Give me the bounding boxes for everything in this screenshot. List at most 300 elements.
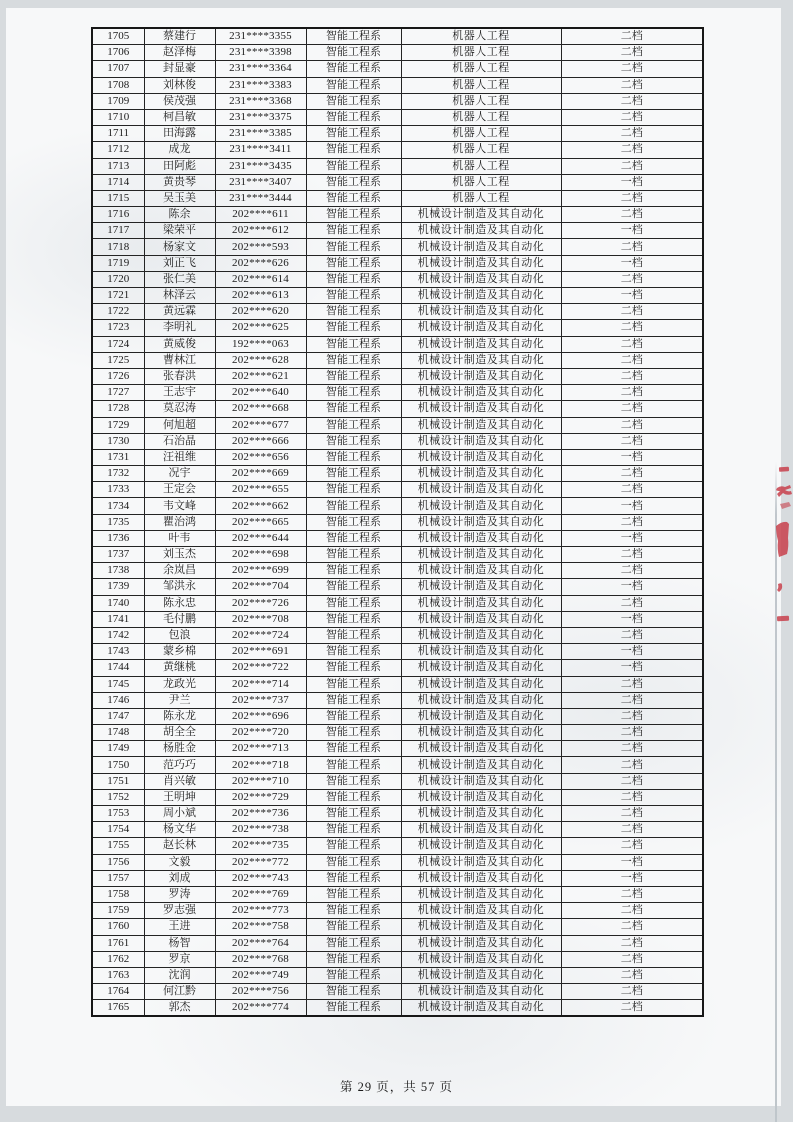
cell-department: 智能工程系	[306, 223, 401, 239]
cell-grade: 一档	[561, 854, 703, 870]
cell-grade: 一档	[561, 498, 703, 514]
cell-student-id: 202****612	[215, 223, 306, 239]
cell-name: 石治晶	[144, 433, 215, 449]
cell-student-id: 202****774	[215, 1000, 306, 1017]
cell-name: 汪祖维	[144, 449, 215, 465]
cell-student-id: 202****669	[215, 466, 306, 482]
table-row	[92, 708, 703, 724]
cell-department: 智能工程系	[306, 692, 401, 708]
cell-index: 1743	[92, 644, 144, 660]
page-number-footer: 第 29 页，共 57 页	[339, 1080, 453, 1094]
cell-student-id: 231****3407	[215, 174, 306, 190]
table-row	[92, 401, 703, 417]
cell-grade: 二档	[561, 903, 703, 919]
cell-index: 1728	[92, 401, 144, 417]
cell-grade: 二档	[561, 466, 703, 482]
cell-index: 1711	[92, 126, 144, 142]
cell-index: 1705	[92, 28, 144, 45]
cell-name: 张春洪	[144, 368, 215, 384]
cell-major: 机械设计制造及其自动化	[401, 385, 561, 401]
cell-student-id: 231****3435	[215, 158, 306, 174]
cell-grade: 一档	[561, 530, 703, 546]
cell-grade: 二档	[561, 336, 703, 352]
cell-major: 机械设计制造及其自动化	[401, 288, 561, 304]
table-row	[92, 466, 703, 482]
cell-student-id: 202****736	[215, 806, 306, 822]
cell-major: 机械设计制造及其自动化	[401, 757, 561, 773]
cell-index: 1763	[92, 967, 144, 983]
cell-department: 智能工程系	[306, 660, 401, 676]
table-row	[92, 498, 703, 514]
cell-index: 1708	[92, 77, 144, 93]
cell-index: 1751	[92, 773, 144, 789]
grade-table-body	[92, 28, 703, 1016]
cell-grade: 二档	[561, 595, 703, 611]
table-row	[92, 676, 703, 692]
cell-grade: 一档	[561, 255, 703, 271]
cell-index: 1754	[92, 822, 144, 838]
cell-grade: 二档	[561, 725, 703, 741]
cell-index: 1730	[92, 433, 144, 449]
table-row	[92, 336, 703, 352]
cell-department: 智能工程系	[306, 288, 401, 304]
cell-department: 智能工程系	[306, 1000, 401, 1017]
cell-student-id: 231****3364	[215, 61, 306, 77]
cell-student-id: 202****737	[215, 692, 306, 708]
cell-name: 柯昌敏	[144, 109, 215, 125]
cell-student-id: 202****756	[215, 984, 306, 1000]
cell-index: 1715	[92, 190, 144, 206]
cell-index: 1718	[92, 239, 144, 255]
cell-major: 机器人工程	[401, 28, 561, 45]
cell-department: 智能工程系	[306, 935, 401, 951]
cell-student-id: 231****3368	[215, 93, 306, 109]
cell-student-id: 202****720	[215, 725, 306, 741]
cell-grade: 二档	[561, 109, 703, 125]
table-row	[92, 563, 703, 579]
table-row	[92, 449, 703, 465]
cell-major: 机械设计制造及其自动化	[401, 838, 561, 854]
cell-student-id: 202****724	[215, 627, 306, 643]
cell-index: 1709	[92, 93, 144, 109]
cell-major: 机械设计制造及其自动化	[401, 627, 561, 643]
cell-student-id: 202****769	[215, 886, 306, 902]
cell-department: 智能工程系	[306, 773, 401, 789]
cell-grade: 二档	[561, 385, 703, 401]
cell-major: 机械设计制造及其自动化	[401, 417, 561, 433]
cell-index: 1753	[92, 806, 144, 822]
cell-grade: 一档	[561, 288, 703, 304]
cell-major: 机械设计制造及其自动化	[401, 951, 561, 967]
cell-name: 黄继桃	[144, 660, 215, 676]
cell-department: 智能工程系	[306, 336, 401, 352]
cell-grade: 二档	[561, 28, 703, 45]
cell-grade: 二档	[561, 563, 703, 579]
cell-name: 罗京	[144, 951, 215, 967]
table-row	[92, 109, 703, 125]
cell-index: 1740	[92, 595, 144, 611]
cell-major: 机械设计制造及其自动化	[401, 919, 561, 935]
cell-grade: 二档	[561, 514, 703, 530]
cell-grade: 二档	[561, 158, 703, 174]
cell-department: 智能工程系	[306, 854, 401, 870]
cell-index: 1741	[92, 611, 144, 627]
table-row	[92, 822, 703, 838]
cell-grade: 二档	[561, 708, 703, 724]
cell-index: 1761	[92, 935, 144, 951]
grade-table	[91, 27, 704, 1017]
cell-grade: 二档	[561, 368, 703, 384]
cell-name: 吴玉美	[144, 190, 215, 206]
cell-grade: 二档	[561, 304, 703, 320]
cell-grade: 二档	[561, 433, 703, 449]
table-row	[92, 417, 703, 433]
cell-department: 智能工程系	[306, 919, 401, 935]
table-row	[92, 838, 703, 854]
cell-major: 机械设计制造及其自动化	[401, 692, 561, 708]
cell-major: 机械设计制造及其自动化	[401, 903, 561, 919]
table-row	[92, 368, 703, 384]
cell-name: 陈永忠	[144, 595, 215, 611]
table-row	[92, 789, 703, 805]
table-row	[92, 660, 703, 676]
cell-name: 尹兰	[144, 692, 215, 708]
cell-grade: 二档	[561, 789, 703, 805]
cell-index: 1721	[92, 288, 144, 304]
cell-major: 机械设计制造及其自动化	[401, 773, 561, 789]
cell-major: 机械设计制造及其自动化	[401, 563, 561, 579]
cell-student-id: 202****691	[215, 644, 306, 660]
cell-grade: 二档	[561, 676, 703, 692]
cell-major: 机械设计制造及其自动化	[401, 886, 561, 902]
table-row	[92, 984, 703, 1000]
cell-student-id: 202****699	[215, 563, 306, 579]
cell-index: 1731	[92, 449, 144, 465]
cell-index: 1710	[92, 109, 144, 125]
cell-student-id: 202****735	[215, 838, 306, 854]
cell-index: 1723	[92, 320, 144, 336]
cell-major: 机械设计制造及其自动化	[401, 644, 561, 660]
cell-index: 1752	[92, 789, 144, 805]
cell-department: 智能工程系	[306, 514, 401, 530]
scan-page-edge-shadow	[775, 462, 777, 1122]
cell-student-id: 231****3375	[215, 109, 306, 125]
cell-grade: 二档	[561, 142, 703, 158]
table-row	[92, 190, 703, 206]
cell-name: 蔡建行	[144, 28, 215, 45]
cell-name: 莫忍涛	[144, 401, 215, 417]
table-row	[92, 935, 703, 951]
cell-major: 机械设计制造及其自动化	[401, 708, 561, 724]
cell-grade: 二档	[561, 417, 703, 433]
cell-grade: 二档	[561, 207, 703, 223]
cell-student-id: 202****626	[215, 255, 306, 271]
cell-index: 1720	[92, 271, 144, 287]
cell-name: 梁荣平	[144, 223, 215, 239]
table-row	[92, 271, 703, 287]
cell-major: 机器人工程	[401, 45, 561, 61]
cell-grade: 二档	[561, 126, 703, 142]
cell-name: 黄威俊	[144, 336, 215, 352]
cell-index: 1706	[92, 45, 144, 61]
cell-name: 郭杰	[144, 1000, 215, 1017]
table-row	[92, 870, 703, 886]
cell-major: 机器人工程	[401, 126, 561, 142]
cell-department: 智能工程系	[306, 93, 401, 109]
cell-student-id: 202****738	[215, 822, 306, 838]
table-row	[92, 207, 703, 223]
cell-major: 机器人工程	[401, 61, 561, 77]
table-row	[92, 903, 703, 919]
cell-major: 机械设计制造及其自动化	[401, 433, 561, 449]
cell-grade: 二档	[561, 741, 703, 757]
cell-student-id: 202****625	[215, 320, 306, 336]
cell-grade: 一档	[561, 579, 703, 595]
table-row	[92, 255, 703, 271]
cell-major: 机器人工程	[401, 77, 561, 93]
cell-major: 机器人工程	[401, 174, 561, 190]
table-row	[92, 93, 703, 109]
cell-index: 1713	[92, 158, 144, 174]
cell-grade: 一档	[561, 174, 703, 190]
cell-department: 智能工程系	[306, 142, 401, 158]
cell-name: 田阿彪	[144, 158, 215, 174]
cell-grade: 一档	[561, 870, 703, 886]
cell-name: 杨胜金	[144, 741, 215, 757]
table-row	[92, 547, 703, 563]
cell-name: 文毅	[144, 854, 215, 870]
cell-name: 龙政光	[144, 676, 215, 692]
cell-student-id: 202****698	[215, 547, 306, 563]
cell-department: 智能工程系	[306, 611, 401, 627]
cell-major: 机械设计制造及其自动化	[401, 401, 561, 417]
cell-student-id: 231****3398	[215, 45, 306, 61]
table-row	[92, 304, 703, 320]
cell-student-id: 202****772	[215, 854, 306, 870]
cell-major: 机械设计制造及其自动化	[401, 1000, 561, 1017]
cell-department: 智能工程系	[306, 870, 401, 886]
cell-student-id: 202****713	[215, 741, 306, 757]
cell-name: 杨家文	[144, 239, 215, 255]
cell-department: 智能工程系	[306, 126, 401, 142]
table-row	[92, 158, 703, 174]
cell-name: 刘玉杰	[144, 547, 215, 563]
cell-name: 王定会	[144, 482, 215, 498]
cell-student-id: 202****768	[215, 951, 306, 967]
cell-name: 瞿治鸿	[144, 514, 215, 530]
cell-department: 智能工程系	[306, 579, 401, 595]
cell-name: 田海露	[144, 126, 215, 142]
cell-department: 智能工程系	[306, 28, 401, 45]
cell-index: 1722	[92, 304, 144, 320]
cell-major: 机械设计制造及其自动化	[401, 482, 561, 498]
cell-grade: 二档	[561, 919, 703, 935]
cell-major: 机械设计制造及其自动化	[401, 547, 561, 563]
cell-index: 1716	[92, 207, 144, 223]
cell-index: 1737	[92, 547, 144, 563]
cell-index: 1714	[92, 174, 144, 190]
cell-major: 机械设计制造及其自动化	[401, 676, 561, 692]
cell-index: 1738	[92, 563, 144, 579]
cell-name: 韦文峰	[144, 498, 215, 514]
cell-department: 智能工程系	[306, 951, 401, 967]
cell-grade: 二档	[561, 1000, 703, 1017]
cell-department: 智能工程系	[306, 741, 401, 757]
cell-major: 机械设计制造及其自动化	[401, 223, 561, 239]
cell-name: 范巧巧	[144, 757, 215, 773]
cell-student-id: 202****708	[215, 611, 306, 627]
cell-grade: 一档	[561, 660, 703, 676]
cell-grade: 二档	[561, 190, 703, 206]
cell-name: 邹洪永	[144, 579, 215, 595]
cell-student-id: 231****3385	[215, 126, 306, 142]
cell-department: 智能工程系	[306, 886, 401, 902]
cell-grade: 二档	[561, 547, 703, 563]
cell-name: 赵泽梅	[144, 45, 215, 61]
cell-student-id: 202****743	[215, 870, 306, 886]
cell-student-id: 202****665	[215, 514, 306, 530]
cell-student-id: 202****613	[215, 288, 306, 304]
cell-major: 机器人工程	[401, 158, 561, 174]
table-row	[92, 611, 703, 627]
table-row	[92, 223, 703, 239]
cell-department: 智能工程系	[306, 903, 401, 919]
cell-name: 封显豪	[144, 61, 215, 77]
cell-grade: 二档	[561, 482, 703, 498]
cell-grade: 二档	[561, 773, 703, 789]
cell-major: 机械设计制造及其自动化	[401, 854, 561, 870]
cell-student-id: 202****621	[215, 368, 306, 384]
cell-department: 智能工程系	[306, 449, 401, 465]
cell-major: 机械设计制造及其自动化	[401, 514, 561, 530]
cell-name: 余岚昌	[144, 563, 215, 579]
cell-name: 张仁美	[144, 271, 215, 287]
cell-grade: 二档	[561, 320, 703, 336]
table-row	[92, 854, 703, 870]
cell-index: 1764	[92, 984, 144, 1000]
table-row	[92, 482, 703, 498]
cell-department: 智能工程系	[306, 466, 401, 482]
cell-student-id: 202****644	[215, 530, 306, 546]
cell-name: 黄贵琴	[144, 174, 215, 190]
cell-name: 刘正飞	[144, 255, 215, 271]
cell-grade: 二档	[561, 822, 703, 838]
cell-grade: 二档	[561, 77, 703, 93]
cell-major: 机器人工程	[401, 190, 561, 206]
cell-major: 机械设计制造及其自动化	[401, 336, 561, 352]
cell-department: 智能工程系	[306, 708, 401, 724]
cell-student-id: 202****614	[215, 271, 306, 287]
cell-major: 机械设计制造及其自动化	[401, 660, 561, 676]
cell-grade: 二档	[561, 352, 703, 368]
table-row	[92, 61, 703, 77]
cell-index: 1749	[92, 741, 144, 757]
cell-name: 李明礼	[144, 320, 215, 336]
cell-name: 陈永龙	[144, 708, 215, 724]
cell-department: 智能工程系	[306, 789, 401, 805]
cell-index: 1719	[92, 255, 144, 271]
cell-department: 智能工程系	[306, 352, 401, 368]
cell-major: 机械设计制造及其自动化	[401, 207, 561, 223]
cell-name: 王进	[144, 919, 215, 935]
table-row	[92, 644, 703, 660]
cell-student-id: 202****668	[215, 401, 306, 417]
cell-index: 1742	[92, 627, 144, 643]
cell-name: 况宇	[144, 466, 215, 482]
table-row	[92, 806, 703, 822]
cell-name: 成龙	[144, 142, 215, 158]
cell-major: 机械设计制造及其自动化	[401, 935, 561, 951]
cell-department: 智能工程系	[306, 433, 401, 449]
cell-department: 智能工程系	[306, 239, 401, 255]
cell-grade: 二档	[561, 806, 703, 822]
cell-department: 智能工程系	[306, 320, 401, 336]
cell-index: 1755	[92, 838, 144, 854]
cell-grade: 二档	[561, 93, 703, 109]
cell-name: 毛付鹏	[144, 611, 215, 627]
table-row	[92, 45, 703, 61]
cell-student-id: 202****764	[215, 935, 306, 951]
cell-department: 智能工程系	[306, 401, 401, 417]
cell-index: 1747	[92, 708, 144, 724]
cell-major: 机械设计制造及其自动化	[401, 870, 561, 886]
cell-major: 机械设计制造及其自动化	[401, 352, 561, 368]
cell-student-id: 202****729	[215, 789, 306, 805]
cell-name: 何江黔	[144, 984, 215, 1000]
cell-index: 1729	[92, 417, 144, 433]
cell-student-id: 231****3355	[215, 28, 306, 45]
table-row	[92, 288, 703, 304]
cell-department: 智能工程系	[306, 838, 401, 854]
cell-major: 机械设计制造及其自动化	[401, 304, 561, 320]
cell-index: 1757	[92, 870, 144, 886]
cell-index: 1725	[92, 352, 144, 368]
cell-index: 1760	[92, 919, 144, 935]
table-row	[92, 627, 703, 643]
cell-major: 机械设计制造及其自动化	[401, 271, 561, 287]
cell-name: 曹林江	[144, 352, 215, 368]
cell-department: 智能工程系	[306, 725, 401, 741]
cell-index: 1736	[92, 530, 144, 546]
cell-department: 智能工程系	[306, 676, 401, 692]
cell-index: 1746	[92, 692, 144, 708]
table-row	[92, 579, 703, 595]
cell-major: 机械设计制造及其自动化	[401, 595, 561, 611]
cell-name: 罗涛	[144, 886, 215, 902]
cell-index: 1762	[92, 951, 144, 967]
cell-grade: 二档	[561, 967, 703, 983]
cell-major: 机械设计制造及其自动化	[401, 579, 561, 595]
cell-major: 机械设计制造及其自动化	[401, 741, 561, 757]
cell-grade: 二档	[561, 984, 703, 1000]
cell-student-id: 202****758	[215, 919, 306, 935]
scanned-document-page	[6, 8, 781, 1106]
cell-name: 肖兴敏	[144, 773, 215, 789]
cell-name: 黄远霖	[144, 304, 215, 320]
cell-major: 机械设计制造及其自动化	[401, 449, 561, 465]
table-row	[92, 725, 703, 741]
cell-index: 1734	[92, 498, 144, 514]
cell-student-id: 202****718	[215, 757, 306, 773]
cell-student-id: 202****749	[215, 967, 306, 983]
table-row	[92, 239, 703, 255]
table-row	[92, 126, 703, 142]
cell-index: 1726	[92, 368, 144, 384]
cell-department: 智能工程系	[306, 498, 401, 514]
cell-index: 1765	[92, 1000, 144, 1017]
cell-grade: 二档	[561, 935, 703, 951]
table-row	[92, 174, 703, 190]
